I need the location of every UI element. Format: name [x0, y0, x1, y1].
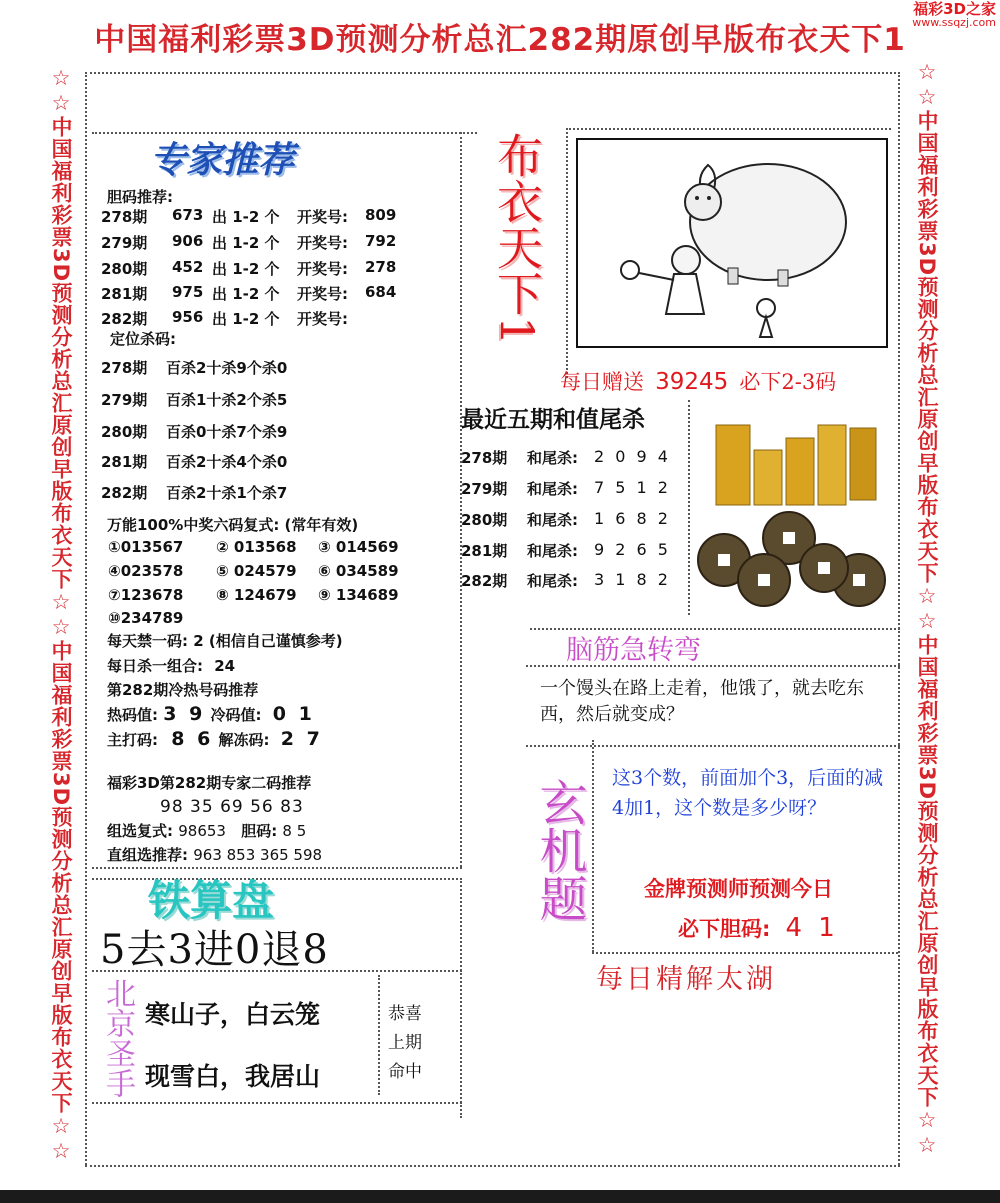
xuanji-dan-value: 4 1	[785, 913, 839, 943]
kill-row-text: 百杀0十杀7个杀9	[166, 423, 288, 441]
dan-row-period: 282期	[101, 310, 148, 328]
kill-label: 定位杀码:	[110, 330, 176, 348]
logo-url: www.ssqzj.com	[912, 16, 996, 29]
tsp-box-right	[460, 878, 462, 1118]
group-dan-value: 8 5	[282, 822, 307, 840]
frame-bottom	[85, 1165, 900, 1167]
tiesuanpan-title: 铁算盘	[148, 876, 275, 925]
main-value: 8 6	[171, 728, 214, 750]
beijing-side-3: 命中	[388, 1062, 422, 1082]
ban-row	[107, 630, 343, 651]
dan-row-draw: 684	[365, 283, 397, 301]
dan-row-draw-label: 开奖号:	[297, 310, 348, 328]
hewei-row-value: 3 1 8 2	[594, 570, 671, 589]
gold-coins-graphic	[694, 410, 894, 620]
dan-row-mid: 出 1-2 个	[212, 310, 280, 328]
six-code-item: ⑦123678	[108, 586, 184, 604]
group-row	[107, 820, 306, 841]
kill-combo-label: 每日杀一组合:	[107, 657, 203, 675]
hewei-row-period: 282期	[461, 572, 508, 590]
ban-note: (相信自己谨慎参考)	[208, 632, 343, 650]
dan-row-code: 673	[172, 206, 204, 224]
right-side-text: ☆☆中国福利彩票3D预测分析总汇原创早版布衣天下☆☆中国福利彩票3D预测分析总汇原创早版布衣天下☆☆	[915, 60, 939, 1159]
dan-row-period: 279期	[101, 234, 148, 252]
site-logo	[912, 2, 996, 28]
beijing-side-1: 恭喜	[388, 1004, 422, 1024]
hewei-row-period: 281期	[461, 542, 508, 560]
kill-row-period: 278期	[101, 359, 148, 377]
hewei-row-label: 和尾杀:	[527, 449, 578, 467]
dan-row-mid: 出 1-2 个	[212, 234, 280, 252]
direct-row	[107, 844, 322, 865]
xuanji-title: 玄机题	[531, 778, 587, 922]
riddle-title-line	[526, 665, 900, 667]
six-code-item: ①013567	[108, 538, 184, 556]
page-title: 中国福利彩票3D预测分析总汇282期原创早版布衣天下1	[94, 22, 906, 58]
dan-row-period: 280期	[101, 260, 148, 278]
dan-row-draw-label: 开奖号:	[297, 285, 348, 303]
six-code-item: ⑤ 024579	[216, 562, 297, 580]
gift-value: 39245	[655, 369, 729, 395]
gift-row	[560, 366, 836, 396]
group-dan-label: 胆码:	[241, 822, 278, 840]
gold-image	[694, 410, 894, 620]
hotcold-title: 第282期冷热号码推荐	[107, 681, 259, 699]
tsp-divider	[92, 970, 462, 972]
hewei-row-label: 和尾杀:	[527, 511, 578, 529]
frame-right	[898, 72, 900, 1165]
ban-label: 每天禁一码:	[107, 632, 188, 650]
gift-label: 每日赠送	[560, 370, 644, 394]
thaw-label: 解冻码:	[218, 731, 270, 749]
main-thaw-row	[107, 728, 323, 750]
xuanji-dan-label: 必下胆码:	[678, 917, 771, 941]
cartoon-graphic	[578, 140, 886, 346]
xuanji-text: 这3个数，前面加个3，后面的减4加1，这个数是多少呀？	[612, 767, 884, 819]
buyi-title: 布衣天下1	[490, 132, 544, 346]
hewei-row-value: 1 6 8 2	[594, 509, 671, 528]
riddle-text: 一个馒头在路上走着，他饿了，就去吃东西，然后就变成？	[540, 678, 864, 725]
dan-row-draw: 809	[365, 206, 397, 224]
gift-note: 必下2-3码	[739, 370, 837, 394]
xuanji-box-bottom	[592, 952, 898, 954]
dan-row-code: 452	[172, 258, 204, 276]
dan-row-code: 975	[172, 283, 204, 301]
kill-row-period: 282期	[101, 484, 148, 502]
tiesuanpan-formula: 5去3进0退8	[100, 927, 329, 973]
dan-row-mid: 出 1-2 个	[212, 260, 280, 278]
hewei-title: 最近五期和值尾杀	[461, 406, 645, 433]
main-label: 主打码:	[107, 731, 158, 749]
beijing-divider	[378, 975, 380, 1095]
six-code-item: ⑩234789	[108, 609, 184, 627]
two-code-title: 福彩3D第282期专家二码推荐	[107, 774, 312, 792]
beijing-line2: 现雪白，我居山	[145, 1062, 321, 1091]
expert-box-right	[460, 132, 462, 867]
beijing-side	[388, 1000, 422, 1087]
dan-row-code: 956	[172, 308, 204, 326]
dan-row-code: 906	[172, 232, 204, 250]
hot-value: 3 9	[163, 703, 206, 725]
six-code-item: ③ 014569	[318, 538, 399, 556]
cold-value: 0 1	[272, 703, 315, 725]
six-code-item: ⑥ 034589	[318, 562, 399, 580]
taihu-title: 每日精解太湖	[596, 964, 776, 995]
dan-row-mid: 出 1-2 个	[212, 208, 280, 226]
six-code-title: 万能100%中奖六码复式: (常年有效)	[107, 516, 359, 534]
hewei-row-value: 7 5 1 2	[594, 478, 671, 497]
kill-row-period: 280期	[101, 423, 148, 441]
cartoon-box-left	[566, 128, 568, 378]
kill-combo-row	[107, 655, 235, 676]
expert-title: 专家推荐	[150, 139, 295, 181]
group-value: 98653	[178, 822, 226, 840]
six-code-item: ⑨ 134689	[318, 586, 399, 604]
dan-row-draw: 792	[365, 232, 397, 250]
logo-name: 福彩3D之家	[913, 0, 996, 18]
kill-row-text: 百杀2十杀9个杀0	[166, 359, 288, 377]
cartoon-box-top	[566, 128, 891, 130]
hewei-row-period: 279期	[461, 480, 508, 498]
frame-top	[85, 72, 900, 74]
hewei-row-value: 9 2 6 5	[594, 540, 671, 559]
gold-predict-line: 金牌预测师预测今日	[644, 877, 833, 901]
six-code-item: ⑧ 124679	[216, 586, 297, 604]
six-code-item: ② 013568	[216, 538, 297, 556]
dan-row-draw-label: 开奖号:	[297, 208, 348, 226]
dan-label: 胆码推荐:	[107, 188, 173, 206]
thaw-value: 2 7	[280, 728, 323, 750]
frame-left	[85, 72, 87, 1165]
direct-label: 直组选推荐:	[107, 846, 188, 864]
group-label: 组选复式:	[107, 822, 173, 840]
two-code-values: 98 35 69 56 83	[160, 797, 304, 817]
hewei-row-period: 278期	[461, 449, 508, 467]
beijing-line1: 寒山子，白云笼	[145, 1000, 321, 1029]
hot-cold-row	[107, 703, 315, 725]
dan-row-mid: 出 1-2 个	[212, 285, 280, 303]
xuanji-divider	[592, 740, 594, 952]
dan-row-period: 281期	[101, 285, 148, 303]
left-side-text: ☆☆中国福利彩票3D预测分析总汇原创早版布衣天下☆☆中国福利彩票3D预测分析总汇原创早版布衣天下☆☆	[49, 66, 73, 1165]
dan-row-period: 278期	[101, 208, 148, 226]
cold-label: 冷码值:	[210, 706, 262, 724]
direct-value: 963 853 365 598	[193, 846, 323, 864]
kill-row-text: 百杀2十杀1个杀7	[166, 484, 288, 502]
hewei-row-label: 和尾杀:	[527, 480, 578, 498]
dan-row-draw-label: 开奖号:	[297, 234, 348, 252]
kill-row-text: 百杀2十杀4个杀0	[166, 453, 288, 471]
beijing-label: 北京圣手	[100, 978, 135, 1098]
dan-row-draw: 278	[365, 258, 397, 276]
dan-row-draw-label: 开奖号:	[297, 260, 348, 278]
hewei-row-label: 和尾杀:	[527, 572, 578, 590]
riddle-box-bottom	[526, 745, 900, 747]
beijing-box-bottom	[92, 1102, 462, 1104]
beijing-side-2: 上期	[388, 1033, 422, 1053]
kill-row-text: 百杀1十杀2个杀5	[166, 391, 288, 409]
hewei-row-period: 280期	[461, 511, 508, 529]
kill-combo-value: 24	[214, 657, 236, 675]
hewei-row-value: 2 0 9 4	[594, 447, 671, 466]
ban-value: 2	[193, 632, 204, 650]
hewei-divider	[688, 400, 690, 615]
riddle-title: 脑筋急转弯	[566, 635, 701, 666]
kill-row-period: 279期	[101, 391, 148, 409]
kill-row-period: 281期	[101, 453, 148, 471]
bottom-bar	[0, 1190, 1000, 1203]
hot-label: 热码值:	[107, 706, 158, 724]
six-code-item: ④023578	[108, 562, 184, 580]
hewei-row-label: 和尾杀:	[527, 542, 578, 560]
cartoon-image	[576, 138, 888, 348]
xuanji-dan-row	[678, 913, 839, 943]
